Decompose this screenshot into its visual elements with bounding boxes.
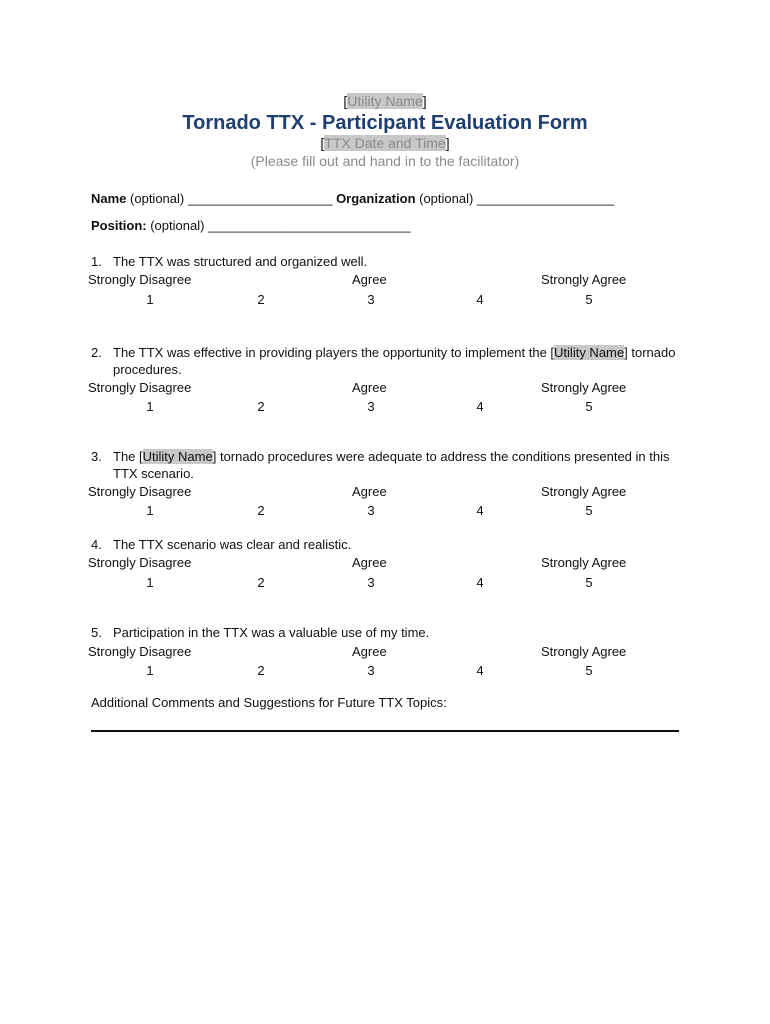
question-number: 1. <box>91 254 102 269</box>
rating-option-4[interactable]: 4 <box>476 292 484 307</box>
scale-low-label: Strongly Disagree <box>88 644 192 659</box>
rating-option-4[interactable]: 4 <box>476 399 484 414</box>
question-number: 2. <box>91 345 102 360</box>
position-label: Position: <box>91 218 147 233</box>
name-field[interactable]: (optional) ____________________ <box>126 191 337 206</box>
rating-option-3[interactable]: 3 <box>367 292 375 307</box>
rating-option-1[interactable]: 1 <box>146 663 154 678</box>
scale-high-label: Strongly Agree <box>541 555 627 570</box>
question-text: The TTX was effective in providing players the opportunity to implement the [Utility Name] tornado procedures. <box>113 345 676 377</box>
scale-low-label: Strongly Disagree <box>88 555 192 570</box>
question-text: The TTX scenario was clear and realistic. <box>113 537 352 552</box>
rating-option-5[interactable]: 5 <box>585 292 593 307</box>
utility-name-placeholder[interactable]: Utility Name <box>347 93 423 109</box>
rating-option-1[interactable]: 1 <box>146 292 154 307</box>
question-number: 5. <box>91 625 102 640</box>
scale-mid-label: Agree <box>352 484 387 499</box>
question-text: The [Utility Name] tornado procedures were adequate to address the conditions presented in this TTX scenario. <box>113 449 670 481</box>
scale-high-label: Strongly Agree <box>541 380 627 395</box>
utility-name-placeholder[interactable]: Utility Name <box>554 345 625 360</box>
question-text: The TTX was structured and organized well. <box>113 254 368 269</box>
question-4 <box>91 536 691 553</box>
rating-option-1[interactable]: 1 <box>146 399 154 414</box>
utility-name-placeholder[interactable]: Utility Name <box>142 449 213 464</box>
name-label: Name <box>91 191 127 206</box>
scale-mid-label: Agree <box>352 644 387 659</box>
organization-label: Organization <box>336 191 416 206</box>
scale-mid-label: Agree <box>352 380 387 395</box>
rating-option-5[interactable]: 5 <box>585 575 593 590</box>
scale-high-label: Strongly Agree <box>541 272 627 287</box>
rating-option-3[interactable]: 3 <box>367 399 375 414</box>
rating-option-2[interactable]: 2 <box>257 399 265 414</box>
rating-option-4[interactable]: 4 <box>476 503 484 518</box>
scale-mid-label: Agree <box>352 272 387 287</box>
scale-low-label: Strongly Disagree <box>88 380 192 395</box>
date-time-line: [TTX Date and Time] <box>320 135 450 151</box>
rating-option-2[interactable]: 2 <box>257 292 265 307</box>
rating-option-4[interactable]: 4 <box>476 575 484 590</box>
rating-option-2[interactable]: 2 <box>257 575 265 590</box>
question-text: Participation in the TTX was a valuable use of my time. <box>113 625 430 640</box>
scale-low-label: Strongly Disagree <box>88 272 192 287</box>
scale-high-label: Strongly Agree <box>541 644 627 659</box>
rating-option-2[interactable]: 2 <box>257 663 265 678</box>
rating-option-1[interactable]: 1 <box>146 503 154 518</box>
question-number: 3. <box>91 449 102 464</box>
question-3 <box>91 448 681 482</box>
scale-mid-label: Agree <box>352 555 387 570</box>
utility-name-header: [Utility Name] <box>343 93 427 109</box>
question-2 <box>91 344 691 378</box>
comments-field[interactable] <box>91 730 679 732</box>
name-organization-line <box>91 191 614 206</box>
rating-option-3[interactable]: 3 <box>367 663 375 678</box>
scale-high-label: Strongly Agree <box>541 484 627 499</box>
rating-option-2[interactable]: 2 <box>257 503 265 518</box>
question-1 <box>91 253 691 270</box>
rating-option-3[interactable]: 3 <box>367 503 375 518</box>
rating-option-5[interactable]: 5 <box>585 503 593 518</box>
position-field[interactable]: (optional) ____________________________ <box>146 218 411 233</box>
organization-field[interactable]: (optional) ___________________ <box>415 191 615 206</box>
rating-option-5[interactable]: 5 <box>585 663 593 678</box>
rating-option-5[interactable]: 5 <box>585 399 593 414</box>
date-time-placeholder[interactable]: TTX Date and Time <box>324 135 446 151</box>
scale-low-label: Strongly Disagree <box>88 484 192 499</box>
rating-option-1[interactable]: 1 <box>146 575 154 590</box>
rating-option-3[interactable]: 3 <box>367 575 375 590</box>
question-5 <box>91 624 691 641</box>
rating-option-4[interactable]: 4 <box>476 663 484 678</box>
question-number: 4. <box>91 537 102 552</box>
comments-label: Additional Comments and Suggestions for Future TTX Topics: <box>91 695 447 710</box>
instructions-text: (Please fill out and hand in to the facilitator) <box>250 153 520 169</box>
form-title: Tornado TTX - Participant Evaluation Form <box>182 112 588 134</box>
position-line <box>91 218 410 233</box>
